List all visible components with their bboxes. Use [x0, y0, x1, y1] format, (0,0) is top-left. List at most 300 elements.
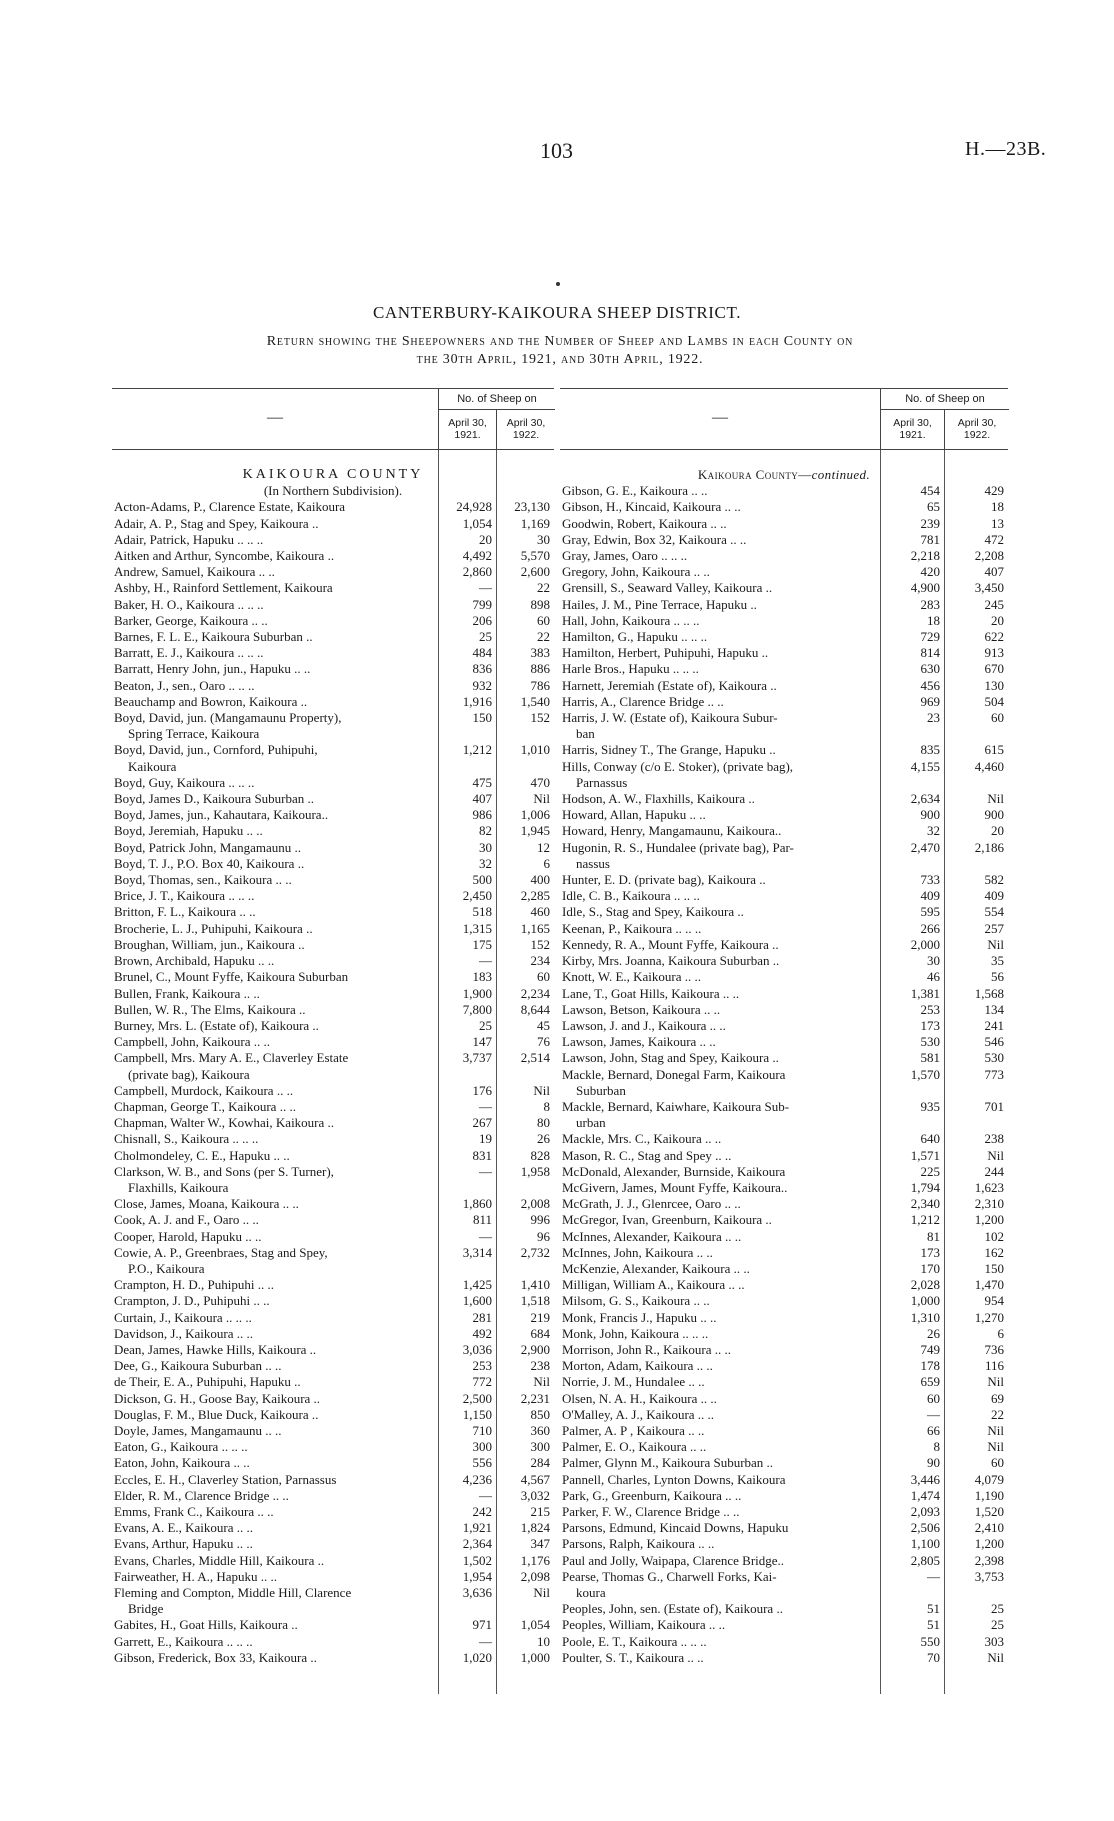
owner-name: Poulter, S. T., Kaikoura .. ..: [562, 1649, 704, 1665]
sheep-1921: 630: [920, 661, 940, 677]
sheep-1921: 253: [472, 1358, 492, 1374]
table-row: [560, 1180, 1008, 1196]
table-row: [560, 1342, 1008, 1358]
owner-name: Morrison, John R., Kaikoura .. ..: [562, 1341, 731, 1357]
sheep-1921: [438, 1067, 496, 1083]
sheep-1922: Nil: [533, 1585, 550, 1601]
sheep-1921: [880, 856, 944, 872]
sheep-1921: 900: [920, 807, 940, 823]
sheep-1922: 215: [530, 1504, 550, 1519]
owner-name: Garrett, E., Kaikoura .. .. ..: [114, 1633, 253, 1649]
sheep-1922: 1,410: [520, 1277, 550, 1293]
sheep-1922: 554: [984, 904, 1004, 920]
sheep-1922: 56: [991, 969, 1004, 985]
sheep-1921: 147: [472, 1034, 492, 1050]
table-row: [112, 953, 554, 969]
sheep-1921: —: [479, 580, 492, 596]
sheep-1922: Nil: [987, 1147, 1004, 1163]
sheep-1921: 835: [920, 742, 940, 758]
table-row: [560, 969, 1008, 985]
owner-name: Park, G., Greenburn, Kaikoura .. ..: [562, 1487, 742, 1503]
table-row: [112, 1277, 554, 1293]
sheep-1921: 420: [920, 564, 940, 580]
owner-name: Campbell, Murdock, Kaikoura .. ..: [114, 1082, 294, 1098]
header-year-line: 1921.: [899, 429, 926, 441]
header-year-line: 1922.: [512, 429, 540, 441]
sheep-1921: 640: [920, 1131, 940, 1147]
table-row: [560, 1018, 1008, 1034]
sheep-1921: 733: [920, 872, 940, 888]
sheep-1922: 530: [984, 1050, 1004, 1066]
left-header-dash: —: [267, 409, 283, 426]
sheep-1921: 550: [920, 1633, 940, 1649]
table-row: [112, 742, 554, 758]
table-row: [112, 1131, 554, 1147]
owner-name: Boyd, Patrick John, Mangamaunu ..: [114, 839, 302, 855]
sheep-1921: 814: [920, 645, 940, 661]
sheep-1922: 60: [991, 1455, 1004, 1471]
table-row: [560, 1358, 1008, 1374]
sheep-1922: 35: [991, 953, 1004, 969]
sheep-1921: —: [479, 953, 492, 969]
table-row: [560, 1002, 1008, 1018]
owner-name: Grensill, S., Seaward Valley, Kaikoura ..: [562, 580, 773, 596]
sheep-1921: —: [479, 1633, 492, 1649]
sheep-1922: 45: [537, 1017, 550, 1033]
table-row: [112, 1536, 554, 1552]
table-row: [560, 1650, 1008, 1666]
table-row: [560, 953, 1008, 969]
sheep-1921: 407: [472, 791, 492, 807]
sheep-1922: [944, 1115, 1008, 1131]
header-date-line: April 30,: [506, 417, 546, 429]
sheep-1921: 26: [927, 1325, 940, 1341]
right-header-col-1922: [945, 410, 1009, 449]
table-row: [560, 629, 1008, 645]
sheep-1922: 684: [530, 1325, 550, 1341]
table-row: [560, 937, 1008, 953]
table-row: [112, 1391, 554, 1407]
sheep-1922: 245: [984, 596, 1004, 612]
owner-name: Idle, S., Stag and Spey, Kaikoura ..: [562, 904, 744, 920]
table-row: [112, 791, 554, 807]
sheep-1921: 3,036: [462, 1341, 492, 1357]
owner-name: Dee, G., Kaikoura Suburban .. ..: [114, 1358, 282, 1374]
sheep-1922: 2,600: [520, 564, 550, 580]
sheep-1922: 219: [530, 1309, 550, 1325]
sheep-1921: 2,860: [462, 564, 492, 580]
sheep-1922: Nil: [533, 1374, 550, 1390]
table-row: [560, 516, 1008, 532]
table-row: [112, 872, 554, 888]
sheep-1922: 472: [984, 531, 1004, 547]
sheep-1922: 615: [984, 742, 1004, 758]
table-row: [560, 1148, 1008, 1164]
table-row: [112, 856, 554, 872]
sheep-1922: 96: [537, 1228, 550, 1244]
owner-name: Mason, R. C., Stag and Spey .. ..: [562, 1147, 732, 1163]
sheep-1922: 60: [537, 612, 550, 628]
sheep-1922: 2,398: [974, 1552, 1004, 1568]
right-header-dash: —: [712, 409, 728, 426]
sheep-1922: Nil: [533, 791, 550, 807]
owner-name: ban: [576, 726, 595, 742]
table-row: [560, 775, 1008, 791]
sheep-1922: 360: [530, 1422, 550, 1438]
sheep-1921: 176: [472, 1082, 492, 1098]
owner-name: Gibson, Frederick, Box 33, Kaikoura ..: [114, 1649, 317, 1665]
owner-name: Peoples, William, Kaikoura .. ..: [562, 1617, 726, 1633]
sheep-1922: 1,000: [520, 1649, 550, 1665]
sheep-1921: 18: [927, 612, 940, 628]
sheep-1922: 2,900: [520, 1341, 550, 1357]
sheep-1921: [438, 1601, 496, 1617]
table-row: [560, 1504, 1008, 1520]
owner-name: Lane, T., Goat Hills, Kaikoura .. ..: [562, 985, 740, 1001]
sheep-1921: 2,506: [910, 1520, 940, 1536]
sheep-1921: 51: [927, 1617, 940, 1633]
sheep-1921: [438, 726, 496, 742]
sheep-1921: 25: [479, 1017, 492, 1033]
sheep-1922: [496, 1261, 554, 1277]
table-row: [560, 580, 1008, 596]
owner-name: Elder, R. M., Clarence Bridge .. ..: [114, 1487, 289, 1503]
owner-name: Boyd, James D., Kaikoura Suburban ..: [114, 791, 315, 807]
sheep-1922: 2,234: [520, 985, 550, 1001]
table-row: [560, 1212, 1008, 1228]
right-table-header: [560, 388, 1008, 450]
sheep-1921: 51: [927, 1601, 940, 1617]
table-row: [560, 1034, 1008, 1050]
owner-name: Idle, C. B., Kaikoura .. .. ..: [562, 888, 700, 904]
sheep-1921: 2,000: [910, 936, 940, 952]
sheep-1921: 456: [920, 677, 940, 693]
sheep-1922: 25: [991, 1601, 1004, 1617]
table-row: [560, 1277, 1008, 1293]
sheep-1921: —: [479, 1163, 492, 1179]
sheep-1922: 130: [984, 677, 1004, 693]
sheep-1922: 25: [991, 1617, 1004, 1633]
left-header-col-1921: [439, 410, 497, 449]
sheep-1922: 4,460: [974, 758, 1004, 774]
sheep-1922: 913: [984, 645, 1004, 661]
owner-name: Crampton, J. D., Puhipuhi .. ..: [114, 1293, 270, 1309]
sheep-1922: 429: [984, 483, 1004, 499]
sheep-1922: 701: [984, 1098, 1004, 1114]
sheep-1921: 19: [479, 1131, 492, 1147]
sheep-1922: 1,270: [974, 1309, 1004, 1325]
owner-name: Close, James, Moana, Kaikoura .. ..: [114, 1196, 299, 1212]
sheep-1922: 102: [984, 1228, 1004, 1244]
header-year-line: 1921.: [454, 429, 481, 441]
owner-name: Boyd, David, jun. (Mangamaunu Property),: [114, 710, 342, 726]
owner-name: Adair, A. P., Stag and Spey, Kaikoura ..: [114, 515, 319, 531]
sheep-1921: 23: [927, 710, 940, 726]
table-row: [112, 888, 554, 904]
sheep-1921: 729: [920, 629, 940, 645]
owner-name: koura: [576, 1585, 606, 1601]
owner-name: Keenan, P., Kaikoura .. .. ..: [562, 920, 702, 936]
sheep-1922: 60: [537, 969, 550, 985]
sheep-1921: 65: [927, 499, 940, 515]
right-table-body: [560, 450, 1008, 1694]
owner-name: Harnett, Jeremiah (Estate of), Kaikoura ..: [562, 677, 777, 693]
sheep-1922: 1,006: [520, 807, 550, 823]
sheep-1921: —: [479, 1487, 492, 1503]
owner-name: Hugonin, R. S., Hundalee (private bag), Par-: [562, 839, 794, 855]
table-row: [112, 1472, 554, 1488]
sheep-1922: 1,568: [974, 985, 1004, 1001]
sheep-1921: 1,054: [462, 515, 492, 531]
sheep-1921: 1,916: [462, 693, 492, 709]
table-row: [112, 1245, 554, 1261]
table-row: [560, 694, 1008, 710]
table-row: [112, 645, 554, 661]
sheep-1921: 173: [920, 1017, 940, 1033]
table-row: [560, 1601, 1008, 1617]
sheep-1922: 2,285: [520, 888, 550, 904]
sheep-1922: 76: [537, 1034, 550, 1050]
owner-name: McGregor, Ivan, Greenburn, Kaikoura ..: [562, 1212, 772, 1228]
sheep-1922: 22: [991, 1406, 1004, 1422]
owner-name: Fairweather, H. A., Hapuku .. ..: [114, 1568, 278, 1584]
table-row: [112, 1488, 554, 1504]
sheep-1921: 2,634: [910, 791, 940, 807]
owner-name: Bullen, W. R., The Elms, Kaikoura ..: [114, 1001, 306, 1017]
sheep-1922: Nil: [987, 1374, 1004, 1390]
sheep-1922: 1,054: [520, 1617, 550, 1633]
owner-name: Cowie, A. P., Greenbraes, Stag and Spey,: [114, 1244, 328, 1260]
owner-name: Adair, Patrick, Hapuku .. .. ..: [114, 531, 264, 547]
sheep-1921: 799: [472, 596, 492, 612]
table-row: [112, 1569, 554, 1585]
sheep-1921: 183: [472, 969, 492, 985]
sheep-1921: 225: [920, 1163, 940, 1179]
owner-name: O'Malley, A. J., Kaikoura .. ..: [562, 1406, 715, 1422]
owner-name: Harle Bros., Hapuku .. .. ..: [562, 661, 699, 677]
owner-name: Mackle, Bernard, Donegal Farm, Kaikoura: [562, 1066, 786, 1082]
table-row: [112, 1585, 554, 1601]
sheep-1921: 4,492: [462, 548, 492, 564]
owner-name: Brice, J. T., Kaikoura .. .. ..: [114, 888, 255, 904]
sheep-1922: 20: [991, 612, 1004, 628]
table-row: [112, 1634, 554, 1650]
table-row: [560, 1617, 1008, 1633]
sheep-1922: 69: [991, 1390, 1004, 1406]
owner-name: Cook, A. J. and F., Oaro .. ..: [114, 1212, 259, 1228]
owner-name: Spring Terrace, Kaikoura: [128, 726, 260, 742]
sheep-1921: 32: [479, 855, 492, 871]
sheep-1922: 18: [991, 499, 1004, 515]
table-row: [112, 1180, 554, 1196]
owner-name: Boyd, Jeremiah, Hapuku .. ..: [114, 823, 263, 839]
sheep-1922: 954: [984, 1293, 1004, 1309]
owner-name: Britton, F. L., Kaikoura .. ..: [114, 904, 256, 920]
sheep-1922: 2,098: [520, 1568, 550, 1584]
table-row: [112, 1067, 554, 1083]
sheep-1922: 303: [984, 1633, 1004, 1649]
left-table: [112, 388, 554, 1692]
table-row: [560, 1455, 1008, 1471]
sheep-1921: 242: [472, 1504, 492, 1519]
table-row: [112, 499, 554, 515]
owner-name: Gibson, G. E., Kaikoura .. ..: [562, 483, 708, 499]
sheep-1921: 283: [920, 596, 940, 612]
owner-name: Cholmondeley, C. E., Hapuku .. ..: [114, 1147, 290, 1163]
table-row: [560, 678, 1008, 694]
owner-name: Eccles, E. H., Claverley Station, Parnassus: [114, 1471, 337, 1487]
owner-name: Douglas, F. M., Blue Duck, Kaikoura ..: [114, 1406, 319, 1422]
table-row: [112, 1083, 554, 1099]
table-row: [560, 483, 1008, 499]
table-row: [112, 1326, 554, 1342]
sheep-1921: 518: [472, 904, 492, 920]
table-row: [560, 532, 1008, 548]
sheep-1922: 2,410: [974, 1520, 1004, 1536]
sheep-1922: 2,231: [520, 1390, 550, 1406]
sheep-1921: 2,218: [910, 548, 940, 564]
table-row: [112, 710, 554, 726]
table-row: [112, 1439, 554, 1455]
sheep-1921: 2,500: [462, 1390, 492, 1406]
owner-name: Parsons, Ralph, Kaikoura .. ..: [562, 1536, 715, 1552]
table-row: [560, 1439, 1008, 1455]
sheep-1922: 1,200: [974, 1212, 1004, 1228]
sheep-1921: 1,570: [910, 1066, 940, 1082]
owner-name: Gray, Edwin, Box 32, Kaikoura .. ..: [562, 531, 747, 547]
sheep-1922: 244: [984, 1163, 1004, 1179]
table-row: [112, 840, 554, 856]
owner-name: Chisnall, S., Kaikoura .. .. ..: [114, 1131, 259, 1147]
table-row: [560, 597, 1008, 613]
sheep-1921: 1,315: [462, 920, 492, 936]
table-row: [112, 921, 554, 937]
owner-name: McKenzie, Alexander, Kaikoura .. ..: [562, 1260, 750, 1276]
sheep-1921: 2,364: [462, 1536, 492, 1552]
sheep-1922: [496, 1067, 554, 1083]
sheep-1921: 253: [920, 1001, 940, 1017]
owner-name: Evans, Arthur, Hapuku .. ..: [114, 1536, 253, 1552]
sheep-1921: 20: [479, 531, 492, 547]
sheep-1921: —: [479, 1228, 492, 1244]
owner-name: Campbell, Mrs. Mary A. E., Claverley Estate: [114, 1050, 349, 1066]
owner-name: Kirby, Mrs. Joanna, Kaikoura Suburban ..: [562, 953, 780, 969]
subtitle-line-2: the 30th April, 1921, and 30th April, 1922.: [416, 352, 704, 367]
sheep-1922: 4,567: [520, 1471, 550, 1487]
sheep-1922: Nil: [987, 1649, 1004, 1665]
owner-name: Lawson, J. and J., Kaikoura .. ..: [562, 1017, 726, 1033]
table-row: [112, 580, 554, 596]
sheep-1922: Nil: [987, 1439, 1004, 1455]
sheep-1921: [880, 726, 944, 742]
sheep-1922: 5,570: [520, 548, 550, 564]
owner-name: Flaxhills, Kaikoura: [128, 1179, 229, 1195]
table-row: [112, 1617, 554, 1633]
sheep-1921: 1,571: [910, 1147, 940, 1163]
table-row: [112, 1374, 554, 1390]
table-row: [560, 1261, 1008, 1277]
sheep-1922: 152: [530, 710, 550, 726]
sheep-1922: 828: [530, 1147, 550, 1163]
table-row: [560, 1196, 1008, 1212]
sheep-1921: 1,474: [910, 1487, 940, 1503]
sheep-1922: 736: [984, 1341, 1004, 1357]
owner-name: Crampton, H. D., Puhipuhi .. ..: [114, 1277, 274, 1293]
table-row: [560, 1423, 1008, 1439]
owner-name: Howard, Allan, Hapuku .. ..: [562, 807, 706, 823]
sheep-1922: 134: [984, 1001, 1004, 1017]
table-row: [112, 904, 554, 920]
sheep-1922: 26: [537, 1131, 550, 1147]
sheep-1921: 484: [472, 645, 492, 661]
sheep-1921: [438, 1261, 496, 1277]
sheep-1922: 460: [530, 904, 550, 920]
table-row: [112, 986, 554, 1002]
table-row: [560, 807, 1008, 823]
table-row: [560, 888, 1008, 904]
owner-name: Parsons, Edmund, Kincaid Downs, Hapuku: [562, 1520, 789, 1536]
sheep-1921: 266: [920, 920, 940, 936]
sheep-1921: [880, 1083, 944, 1099]
sheep-1921: 32: [927, 823, 940, 839]
sheep-1922: 12: [537, 839, 550, 855]
sheep-1922: 241: [984, 1017, 1004, 1033]
sheep-1921: 46: [927, 969, 940, 985]
sheep-1921: 1,954: [462, 1568, 492, 1584]
owner-name: Chapman, Walter W., Kowhai, Kaikoura ..: [114, 1115, 335, 1131]
sheep-1922: 6: [543, 855, 550, 871]
header-year-line: 1922.: [963, 429, 991, 441]
sheep-1922: 1,540: [520, 693, 550, 709]
owner-name: Kaikoura: [128, 758, 177, 774]
table-row: [560, 1310, 1008, 1326]
table-row: [112, 629, 554, 645]
table-row: [112, 1164, 554, 1180]
table-row: [560, 1488, 1008, 1504]
owner-name: Peoples, John, sen. (Estate of), Kaikoura ..: [562, 1601, 783, 1617]
owner-name: Ashby, H., Rainford Settlement, Kaikoura: [114, 580, 333, 596]
sheep-1921: [438, 759, 496, 775]
sheep-1922: 773: [984, 1066, 1004, 1082]
table-row: [560, 1407, 1008, 1423]
table-row: [560, 645, 1008, 661]
sheep-1921: 1,310: [910, 1309, 940, 1325]
owner-name: Clarkson, W. B., and Sons (per S. Turner),: [114, 1163, 334, 1179]
sheep-1921: 170: [920, 1260, 940, 1276]
table-row: [560, 759, 1008, 775]
sheep-1921: 150: [472, 710, 492, 726]
sheep-1922: [496, 726, 554, 742]
sheep-1922: 257: [984, 920, 1004, 936]
sheep-1921: 1,425: [462, 1277, 492, 1293]
continued-label: continued.: [811, 467, 871, 482]
sheep-1921: 581: [920, 1050, 940, 1066]
sheep-1921: 8: [933, 1439, 940, 1455]
table-row: [560, 1164, 1008, 1180]
county-heading: KAIKOURA COUNTY: [242, 467, 424, 482]
owner-name: Mackle, Mrs. C., Kaikoura .. ..: [562, 1131, 722, 1147]
sheep-1922: [944, 1585, 1008, 1601]
owner-name: Barratt, E. J., Kaikoura .. .. ..: [114, 645, 264, 661]
sheep-1922: 162: [984, 1244, 1004, 1260]
owner-name: Curtain, J., Kaikoura .. .. ..: [114, 1309, 252, 1325]
owner-name: Broughan, William, jun., Kaikoura ..: [114, 936, 305, 952]
sheep-1921: 2,470: [910, 839, 940, 855]
header-date-line: April 30,: [957, 417, 997, 429]
sheep-1921: 30: [479, 839, 492, 855]
sheep-1921: 836: [472, 661, 492, 677]
sheep-1921: 66: [927, 1422, 940, 1438]
